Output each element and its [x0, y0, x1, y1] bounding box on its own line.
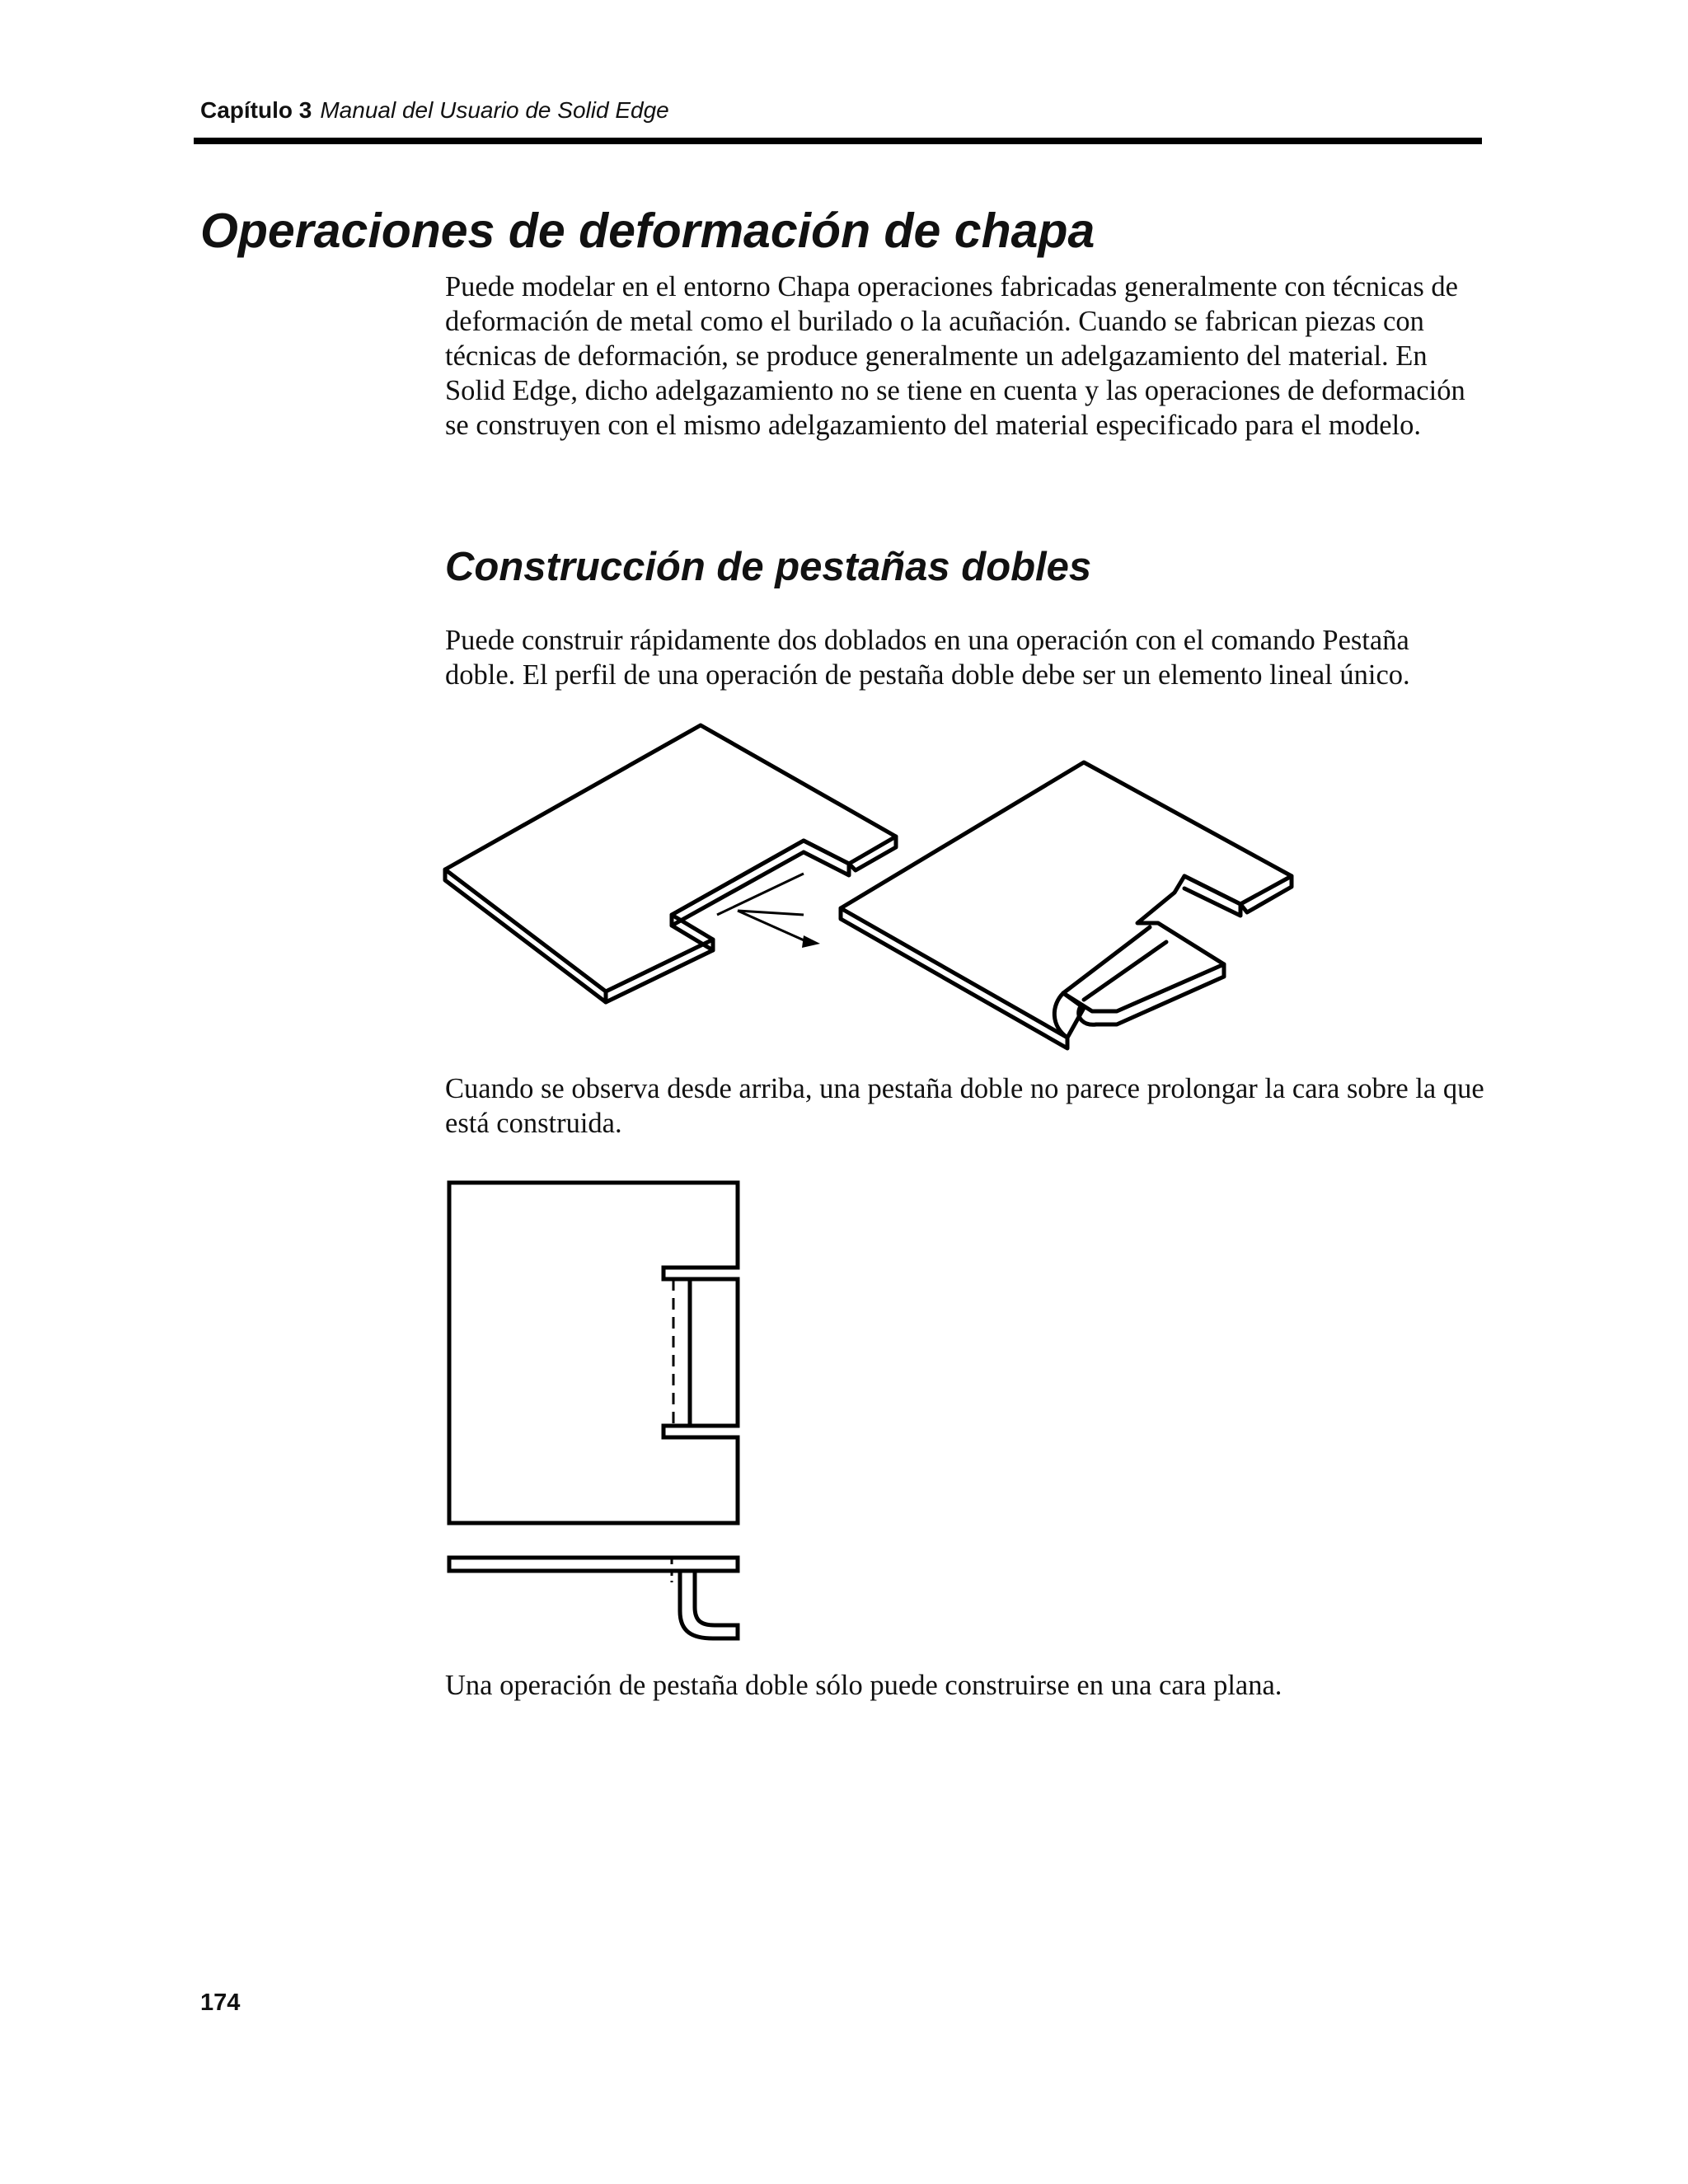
book-title: Manual del Usuario de Solid Edge — [320, 97, 669, 123]
right-plate — [841, 762, 1292, 1048]
intro-paragraph: Puede modelar en el entorno Chapa operaciones fabricadas generalmente con técnicas de deformación de metal como el burilado o la acuñación. Cuando se fabrican piezas con técnicas de deformación, se produce generalmente un adelgazamiento del material. En Solid Edge, dicho adelgazamiento no se tiene en cuenta y las operaciones de deformación se construyen con el mismo adelgazamiento del material especificado para el modelo. — [445, 271, 1465, 441]
chapter-label: Capítulo 3 — [200, 97, 312, 123]
isometric-double-flange-figure — [441, 721, 1306, 1051]
page-number: 174 — [200, 1990, 241, 2016]
left-plate — [445, 725, 896, 1002]
top-view-double-flange-figure — [441, 1170, 754, 1657]
section-title: Construcción de pestañas dobles — [445, 545, 1092, 589]
section-paragraph-1: Puede construir rápidamente dos doblados en una operación con el comando Pestaña doble. El perfil de una operación de pestaña doble debe ser un elemento lineal único. — [445, 625, 1410, 691]
section-paragraph-3: Una operación de pestaña doble sólo puede construirse en una cara plana. — [445, 1670, 1282, 1701]
section-paragraph-2: Cuando se observa desde arriba, una pestaña doble no parece prolongar la cara sobre la que está construida. — [445, 1073, 1484, 1139]
page-title: Operaciones de deformación de chapa — [200, 204, 1095, 258]
arrow-head — [802, 935, 820, 948]
header-rule — [194, 138, 1482, 144]
running-header — [200, 96, 669, 125]
